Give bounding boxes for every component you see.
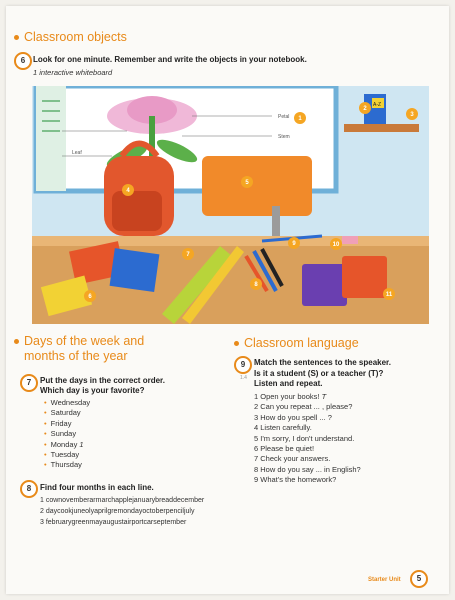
audio-track: 1.4	[240, 375, 247, 381]
list-item: 3 How do you spell ... ?	[254, 412, 332, 422]
list-item: 1 Open your books! T	[254, 392, 327, 401]
calculator-purple	[302, 264, 347, 306]
list-item: • Sunday	[44, 429, 90, 439]
exercise-number-8: 8	[20, 480, 38, 498]
instruction-exercise-9: Match the sentences to the speaker. Is it a student (S) or a teacher (T)? Listen and repeat.	[254, 358, 391, 388]
days-list	[44, 398, 90, 471]
board-label: Leaf	[72, 150, 82, 156]
picture-number: 8	[254, 282, 258, 288]
dictionary-spine-text: A-Z	[373, 102, 382, 108]
classroom-language-list	[254, 392, 361, 486]
section-title-classroom-objects: Classroom objects	[14, 30, 127, 44]
list-item: 8 How do you say ... in English?	[254, 464, 361, 474]
classroom-illustration	[32, 86, 429, 324]
answer-mark: T	[321, 392, 327, 401]
month-puzzle-line: 2 daycookjuneolyaprilgremondayoctoberpenciljuly	[40, 508, 195, 515]
eraser	[342, 236, 358, 244]
board-label: Stem	[278, 134, 290, 140]
picture-number: 7	[186, 252, 190, 258]
list-item: 6 Please be quiet!	[254, 443, 315, 453]
chair	[202, 156, 312, 216]
textbook-page	[6, 6, 449, 594]
shelf	[344, 124, 419, 132]
picture-number: 3	[410, 112, 414, 118]
exercise-number-7: 7	[20, 374, 38, 392]
instruction-exercise-8: Find four months in each line.	[40, 483, 154, 492]
picture-number: 1	[298, 116, 302, 122]
picture-number: 6	[88, 294, 92, 300]
instruction-exercise-6: Look for one minute. Remember and write the objects in your notebook.	[33, 55, 307, 64]
picture-number: 9	[292, 241, 296, 247]
month-puzzle-line: 1 cownovemberarmarchapplejanuarybreaddecember	[40, 497, 205, 504]
list-item: • Monday 1	[44, 440, 90, 450]
list-item: • Friday	[44, 419, 90, 429]
picture-number: 11	[385, 292, 393, 298]
exercise-number-9: 9	[234, 356, 252, 374]
calculator-orange	[342, 256, 387, 298]
example-answer: 1 interactive whiteboard	[33, 68, 113, 77]
list-item: • Wednesday	[44, 398, 90, 408]
list-item: 2 Can you repeat ... , please?	[254, 402, 353, 412]
list-item: 7 Check your answers.	[254, 454, 331, 464]
bullet-icon	[14, 339, 19, 344]
list-item: • Thursday	[44, 460, 90, 470]
notebook-blue	[110, 248, 160, 292]
month-puzzle-line: 3 februarygreenmayaugustairportcarseptember	[40, 519, 187, 526]
picture-number: 10	[332, 242, 340, 248]
picture-number: 4	[126, 188, 130, 194]
unit-label: Starter Unit	[368, 577, 401, 583]
section-title-classroom-language: Classroom language	[234, 336, 359, 350]
exercise-number-6: 6	[14, 52, 32, 70]
board-label: Petal	[278, 114, 290, 120]
answer-mark: 1	[79, 439, 84, 449]
list-item: 9 What's the homework?	[254, 475, 337, 485]
bullet-icon	[14, 35, 19, 40]
instruction-exercise-7: Put the days in the correct order. Which day is your favorite?	[40, 376, 165, 395]
list-item: • Tuesday	[44, 450, 90, 460]
list-item: 5 I'm sorry, I don't understand.	[254, 433, 355, 443]
page-number: 5	[410, 570, 428, 588]
picture-number: 5	[245, 180, 249, 186]
picture-number: 2	[363, 106, 367, 112]
section-title-days-months: Days of the week and months of the year	[14, 334, 144, 364]
list-item: • Saturday	[44, 408, 90, 418]
bullet-icon	[234, 341, 239, 346]
list-item: 4 Listen carefully.	[254, 423, 312, 433]
